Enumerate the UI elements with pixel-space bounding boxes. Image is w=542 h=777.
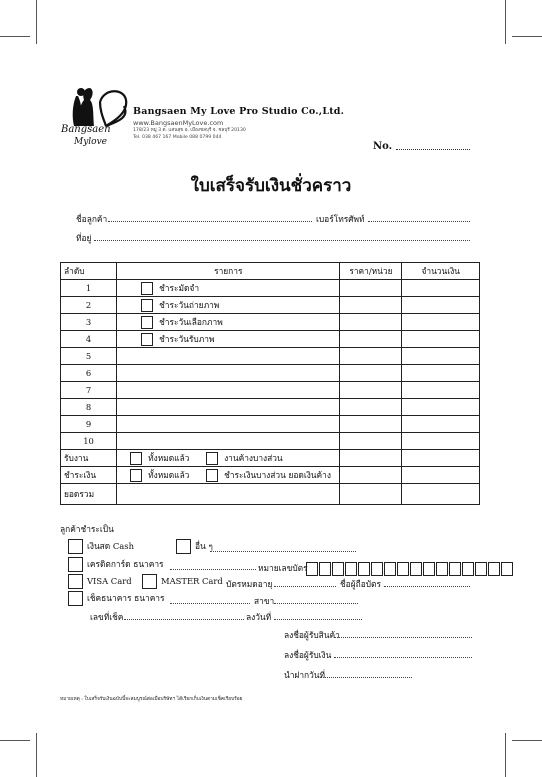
master-label: MASTER Card xyxy=(161,576,223,586)
receive-label: รับงาน xyxy=(61,450,117,467)
amount-cell[interactable] xyxy=(402,467,480,484)
table-row xyxy=(61,348,480,365)
cash-label: เงินสด Cash xyxy=(87,541,134,551)
column-header-unit-price: ราคา/หน่วย xyxy=(340,263,402,280)
paid-options-cell xyxy=(117,467,340,484)
row-item-cell[interactable] xyxy=(117,382,340,399)
amount-cell[interactable] xyxy=(402,382,480,399)
column-header-item: รายการ xyxy=(117,263,340,280)
unit-price-cell[interactable] xyxy=(340,331,402,348)
amount-cell[interactable] xyxy=(402,450,480,467)
receive-all-label: ทั้งหมดแล้ว xyxy=(148,453,190,463)
receive-partial-label: งานค้างบางส่วน xyxy=(224,453,283,463)
deposit-date-field[interactable] xyxy=(320,677,412,678)
table-row xyxy=(61,399,480,416)
row-number: 2 xyxy=(61,297,117,314)
checkbox[interactable] xyxy=(142,574,157,589)
amount-cell[interactable] xyxy=(402,348,480,365)
row-item-cell[interactable] xyxy=(117,365,340,382)
amount-cell[interactable] xyxy=(402,280,480,297)
unit-price-cell[interactable] xyxy=(340,416,402,433)
other-option xyxy=(176,539,213,554)
expiry-label: บัตรหมดอายุ xyxy=(226,579,273,589)
unit-price-cell[interactable] xyxy=(340,314,402,331)
checkbox[interactable] xyxy=(141,282,153,295)
table-row xyxy=(61,382,480,399)
row-item-cell xyxy=(117,280,340,297)
items-table xyxy=(60,262,480,505)
receive-options-cell xyxy=(117,450,340,467)
crop-mark xyxy=(512,740,542,741)
total-amount-cell[interactable] xyxy=(402,484,480,505)
crop-mark xyxy=(36,0,37,44)
customer-name-label: ชื่อลูกค้า xyxy=(76,214,108,224)
customer-signature-label: ลงชื่อผู้รับสินค้า xyxy=(284,630,340,640)
brand-name-line1: Bangsaen xyxy=(61,124,111,135)
other-field[interactable] xyxy=(210,551,356,552)
cheque-date-field[interactable] xyxy=(274,619,362,620)
column-header-no: ลำดับ xyxy=(61,263,117,280)
amount-cell[interactable] xyxy=(402,297,480,314)
receiver-signature-field[interactable] xyxy=(334,657,472,658)
unit-price-cell[interactable] xyxy=(340,297,402,314)
brand-name-line2: Mylove xyxy=(74,137,108,147)
cheque-bank-field[interactable] xyxy=(170,603,250,604)
row-number: 1 xyxy=(61,280,117,297)
crop-mark xyxy=(36,733,37,777)
credit-option xyxy=(68,557,164,572)
receiver-signature-label: ลงชื่อผู้รับเงิน xyxy=(284,650,332,660)
phone-label: เบอร์โทรศัพท์ xyxy=(316,214,365,224)
checkbox[interactable] xyxy=(130,469,142,482)
row-item-cell[interactable] xyxy=(117,399,340,416)
row-number: 8 xyxy=(61,399,117,416)
unit-price-cell[interactable] xyxy=(340,348,402,365)
unit-price-cell[interactable] xyxy=(340,450,402,467)
cheque-option xyxy=(68,591,165,606)
receipt-number-field[interactable] xyxy=(396,149,470,150)
row-number: 7 xyxy=(61,382,117,399)
row-item-cell[interactable] xyxy=(117,416,340,433)
holder-field[interactable] xyxy=(384,586,470,587)
cheque-label: เช็คธนาคาร ธนาคาร xyxy=(87,593,165,603)
row-number: 4 xyxy=(61,331,117,348)
phone-field[interactable] xyxy=(368,221,470,222)
checkbox[interactable] xyxy=(68,539,83,554)
unit-price-cell[interactable] xyxy=(340,365,402,382)
receive-status-row xyxy=(61,450,480,467)
row-number: 3 xyxy=(61,314,117,331)
card-number-label: หมายเลขบัตร xyxy=(258,563,308,573)
table-row xyxy=(61,314,480,331)
checkbox[interactable] xyxy=(206,469,218,482)
company-name: Bangsaen My Love Pro Studio Co.,Ltd. xyxy=(133,106,345,117)
column-header-amount: จำนวนเงิน xyxy=(402,263,480,280)
crop-mark xyxy=(0,740,30,741)
checkbox[interactable] xyxy=(141,333,153,346)
other-label: อื่น ๆ xyxy=(195,541,213,551)
row-item-cell xyxy=(117,331,340,348)
row-item-cell[interactable] xyxy=(117,348,340,365)
address-label: ที่อยู่ xyxy=(76,233,92,243)
crop-mark xyxy=(512,36,542,37)
row-item-label: ชำระวันเลือกภาพ xyxy=(159,317,223,327)
footer-note: หมายเหตุ : ใบเสร็จรับเงินฉบับนี้จะสมบูรณ์ต่อเมื่อบริษัทฯ ได้เรียกเก็บเงินตามเช็คเรียบร้อย xyxy=(60,697,243,702)
unit-price-cell[interactable] xyxy=(340,467,402,484)
amount-cell[interactable] xyxy=(402,399,480,416)
crop-mark xyxy=(505,0,506,44)
cheque-number-field[interactable] xyxy=(124,619,244,620)
receipt-number-label: No. xyxy=(373,141,393,152)
row-item-cell xyxy=(117,297,340,314)
checkbox[interactable] xyxy=(130,452,142,465)
card-number-boxes[interactable] xyxy=(306,558,514,577)
paid-all-label: ทั้งหมดแล้ว xyxy=(148,470,190,480)
checkbox[interactable] xyxy=(68,557,83,572)
total-row xyxy=(61,484,480,505)
checkbox[interactable] xyxy=(141,299,153,312)
table-row xyxy=(61,433,480,450)
unit-price-cell[interactable] xyxy=(340,382,402,399)
master-option xyxy=(142,574,223,589)
row-number: 5 xyxy=(61,348,117,365)
visa-option xyxy=(68,574,132,589)
unit-price-cell[interactable] xyxy=(340,280,402,297)
total-item-cell xyxy=(117,484,340,505)
table-row xyxy=(61,280,480,297)
cash-option xyxy=(68,539,134,554)
holder-label: ชื่อผู้ถือบัตร xyxy=(340,579,381,589)
cheque-number-label: เลขที่เช็ค xyxy=(90,612,124,622)
table-header-row xyxy=(61,263,480,280)
checkbox[interactable] xyxy=(206,452,218,465)
total-unit-cell xyxy=(340,484,402,505)
row-item-label: ชำระมัดจำ xyxy=(159,283,200,293)
amount-cell[interactable] xyxy=(402,314,480,331)
row-item-label: ชำระวันถ่ายภาพ xyxy=(159,300,220,310)
company-phone: Tel. 038 467 167 Mobile 088 0799 044 xyxy=(133,135,222,140)
row-number: 6 xyxy=(61,365,117,382)
checkbox[interactable] xyxy=(68,574,83,589)
credit-label: เครดิตการ์ด ธนาคาร xyxy=(87,559,164,569)
table-row xyxy=(61,416,480,433)
row-item-cell[interactable] xyxy=(117,433,340,450)
amount-cell[interactable] xyxy=(402,416,480,433)
expiry-field[interactable] xyxy=(274,586,336,587)
branch-field[interactable] xyxy=(274,603,358,604)
row-number: 10 xyxy=(61,433,117,450)
address-field[interactable] xyxy=(94,240,470,241)
company-address: 178/23 หมู่ 3 ต. แสนสุข อ. เมืองชลบุรี จ. ชลบุรี 20130 xyxy=(133,128,246,133)
row-item-cell xyxy=(117,314,340,331)
checkbox[interactable] xyxy=(141,316,153,329)
payment-heading: ลูกค้าชำระเป็น xyxy=(60,524,114,534)
total-label: ยอดรวม xyxy=(61,484,117,505)
unit-price-cell[interactable] xyxy=(340,399,402,416)
crop-mark xyxy=(505,733,506,777)
checkbox[interactable] xyxy=(176,539,191,554)
credit-bank-field[interactable] xyxy=(170,569,256,570)
deposit-date-label: นำฝากวันที่ xyxy=(284,670,326,680)
customer-signature-field[interactable] xyxy=(334,637,472,638)
paid-partial-label: ชำระเงินบางส่วน ยอดเงินค้าง xyxy=(224,470,331,480)
visa-label: VISA Card xyxy=(87,576,132,586)
unit-price-cell[interactable] xyxy=(340,433,402,450)
amount-cell[interactable] xyxy=(402,331,480,348)
crop-mark xyxy=(0,36,30,37)
row-item-label: ชำระวันรับภาพ xyxy=(159,334,215,344)
checkbox[interactable] xyxy=(68,591,83,606)
amount-cell[interactable] xyxy=(402,365,480,382)
row-number: 9 xyxy=(61,416,117,433)
payment-status-row xyxy=(61,467,480,484)
paid-label: ชำระเงิน xyxy=(61,467,117,484)
page-title: ใบเสร็จรับเงินชั่วคราว xyxy=(190,176,352,196)
table-row xyxy=(61,331,480,348)
branch-label: สาขา xyxy=(254,596,275,606)
amount-cell[interactable] xyxy=(402,433,480,450)
table-row xyxy=(61,297,480,314)
website: www.BangsaenMyLove.com xyxy=(133,119,224,127)
cheque-date-label: ลงวันที่ xyxy=(246,612,272,622)
table-row xyxy=(61,365,480,382)
customer-name-field[interactable] xyxy=(108,221,312,222)
